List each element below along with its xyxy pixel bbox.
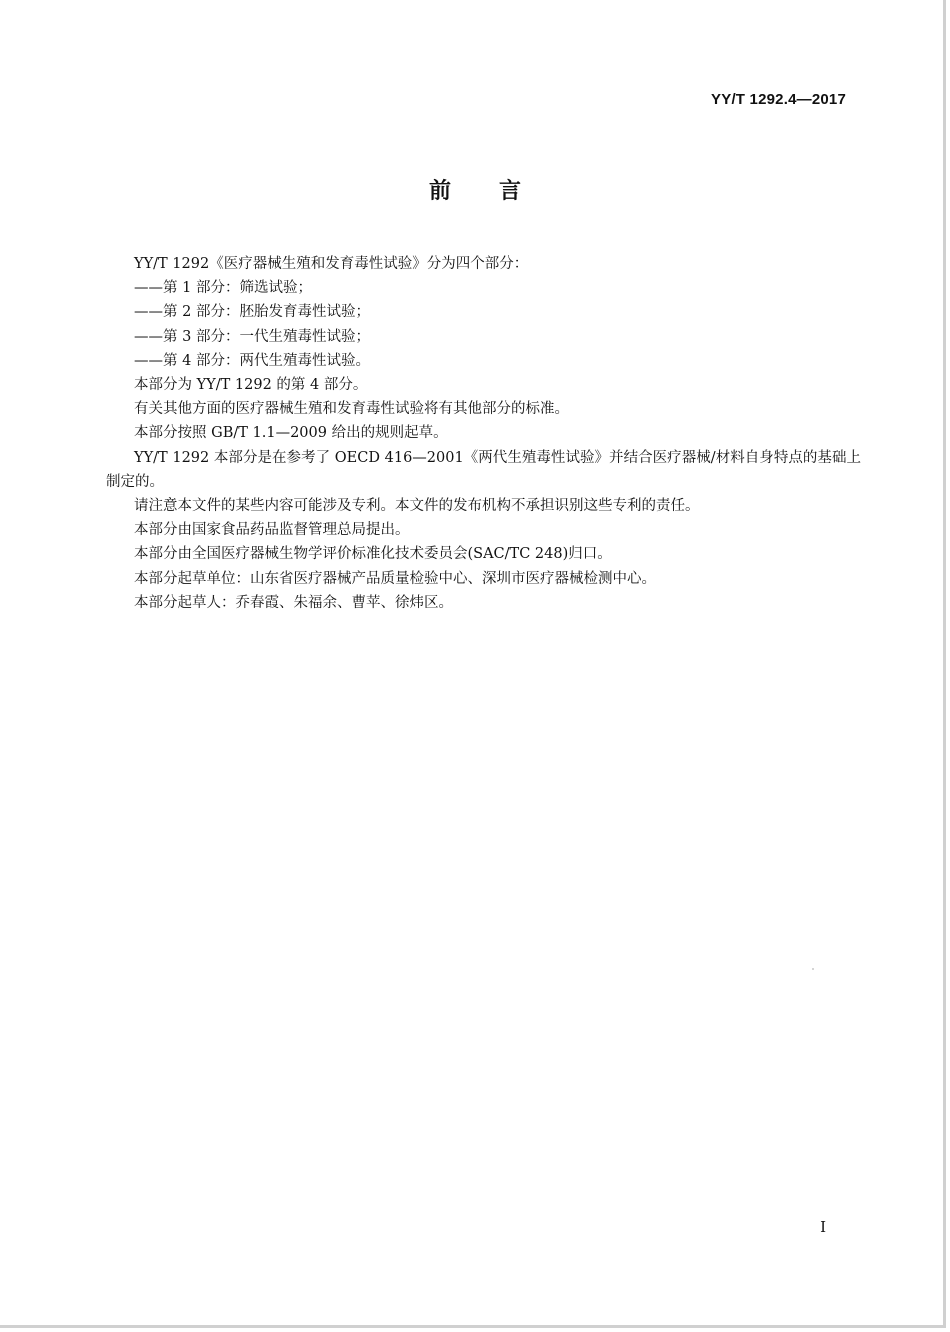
paragraph-this-part: 本部分为 YY/T 1292 的第 4 部分。: [134, 377, 368, 394]
paragraph-centralized-by: 本部分由全国医疗器械生物学评价标准化技术委员会(SAC/TC 248)归口。: [134, 546, 612, 563]
paragraph-drafting-units: 本部分起草单位：山东省医疗器械产品质量检验中心、深圳市医疗器械检测中心。: [134, 570, 656, 587]
page-title: [0, 174, 950, 205]
list-item-part-4: ——第 4 部分：两代生殖毒性试验。: [134, 352, 370, 369]
paragraph-proposed-by: 本部分由国家食品药品监督管理总局提出。: [134, 522, 410, 539]
list-item-part-3: ——第 3 部分：一代生殖毒性试验；: [134, 328, 370, 345]
title-char-2: 言: [499, 179, 522, 204]
paragraph-drafters: 本部分起草人：乔春霞、朱福余、曹苹、徐炜区。: [134, 594, 453, 611]
foreword-body: [106, 252, 861, 615]
paragraph-drafting-rules: 本部分按照 GB/T 1.1—2009 给出的规则起草。: [134, 425, 448, 442]
paragraph-patent-notice: 请注意本文件的某些内容可能涉及专利。本文件的发布机构不承担识别这些专利的责任。: [134, 498, 700, 515]
page-number: I: [820, 1218, 826, 1236]
document-code: YY/T 1292.4—2017: [711, 91, 846, 108]
title-char-1: 前: [428, 179, 451, 204]
scan-speck: [812, 968, 814, 970]
paragraph-reference: YY/T 1292 本部分是在参考了 OECD 416—2001《两代生殖毒性试验》并结合医疗器械/材料自身特点的基础上制定的。: [106, 449, 861, 490]
paragraph-other-parts: 有关其他方面的医疗器械生殖和发育毒性试验将有其他部分的标准。: [134, 401, 569, 418]
paragraph-intro: YY/T 1292《医疗器械生殖和发育毒性试验》分为四个部分：: [134, 256, 529, 272]
list-item-part-1: ——第 1 部分：筛选试验；: [134, 280, 312, 297]
list-item-part-2: ——第 2 部分：胚胎发育毒性试验；: [134, 304, 370, 321]
